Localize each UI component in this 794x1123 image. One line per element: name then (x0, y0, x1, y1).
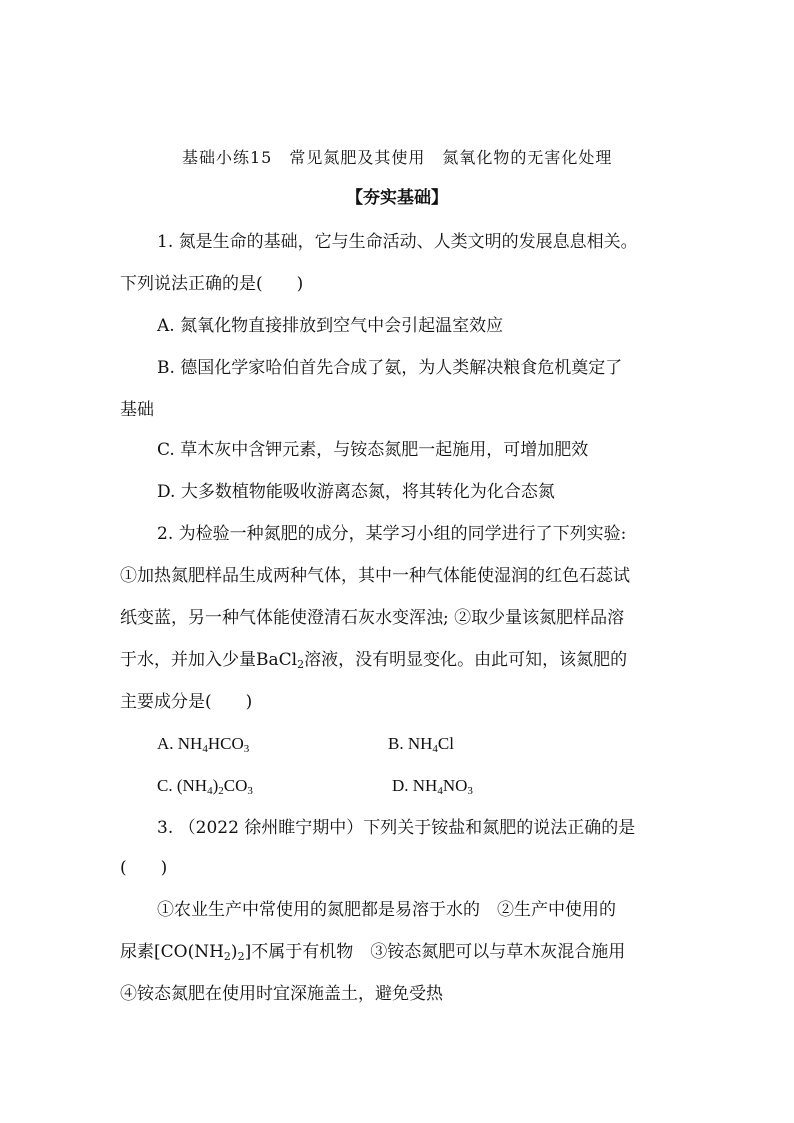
q2-option-d: D. $NH_4NO_3$ (392, 776, 473, 797)
q1-option-c: C. 草木灰中含钾元素，与铵态氮肥一起施用，可增加肥效 (157, 440, 589, 460)
q1-option-d: D. 大多数植物能吸收游离态氮，将其转化为化合态氮 (157, 482, 555, 502)
q3-statements-line-2: 尿素$[CO(NH_2)_2]$不属于有机物 ③铵态氮肥可以与草木灰混合施用 (120, 942, 626, 963)
q2-option-a: A. $NH_4HCO_3$ (157, 734, 250, 755)
q2-stem-line-4: 于水，并加入少量BaCl$_2$溶液，没有明显变化。由此可知，该氮肥的 (120, 650, 628, 671)
q2-stem-line-5: 主要成分是( ) (120, 692, 253, 712)
q3-stem-line-1: 3. （2022 徐州睢宁期中）下列关于铵盐和氮肥的说法正确的是 (157, 818, 636, 838)
q2-option-b: B. $NH_4Cl$ (388, 734, 454, 755)
q3-statements-line-1: ①农业生产中常使用的氮肥都是易溶于水的 ②生产中使用的 (157, 900, 616, 920)
q1-option-b-line-2: 基础 (120, 400, 154, 420)
q1-stem-line-2: 下列说法正确的是( ) (120, 274, 304, 294)
q1-option-b-line-1: B. 德国化学家哈伯首先合成了氨，为人类解决粮食危机奠定了 (157, 358, 623, 378)
q2-option-c: C. $(NH_4)_2CO_3$ (157, 776, 253, 797)
page-title: 基础小练15 常见氮肥及其使用 氮氧化物的无害化处理 (182, 148, 613, 167)
q2-stem-line-1: 2. 为检验一种氮肥的成分，某学习小组的同学进行了下列实验: (157, 524, 627, 544)
q1-stem-line-1: 1. 氮是生命的基础，它与生命活动、人类文明的发展息息相关。 (157, 232, 638, 252)
q2-stem-line-2: ①加热氮肥样品生成两种气体，其中一种气体能使湿润的红色石蕊试 (120, 566, 630, 586)
section-heading: 【夯实基础】 (346, 188, 448, 208)
q1-option-a: A. 氮氧化物直接排放到空气中会引起温室效应 (157, 316, 504, 336)
q3-statements-line-3: ④铵态氮肥在使用时宜深施盖土，避免受热 (120, 984, 443, 1004)
q3-stem-line-2: ( ) (120, 858, 168, 878)
q2-stem-line-3: 纸变蓝，另一种气体能使澄清石灰水变浑浊; ②取少量该氮肥样品溶 (120, 608, 625, 628)
